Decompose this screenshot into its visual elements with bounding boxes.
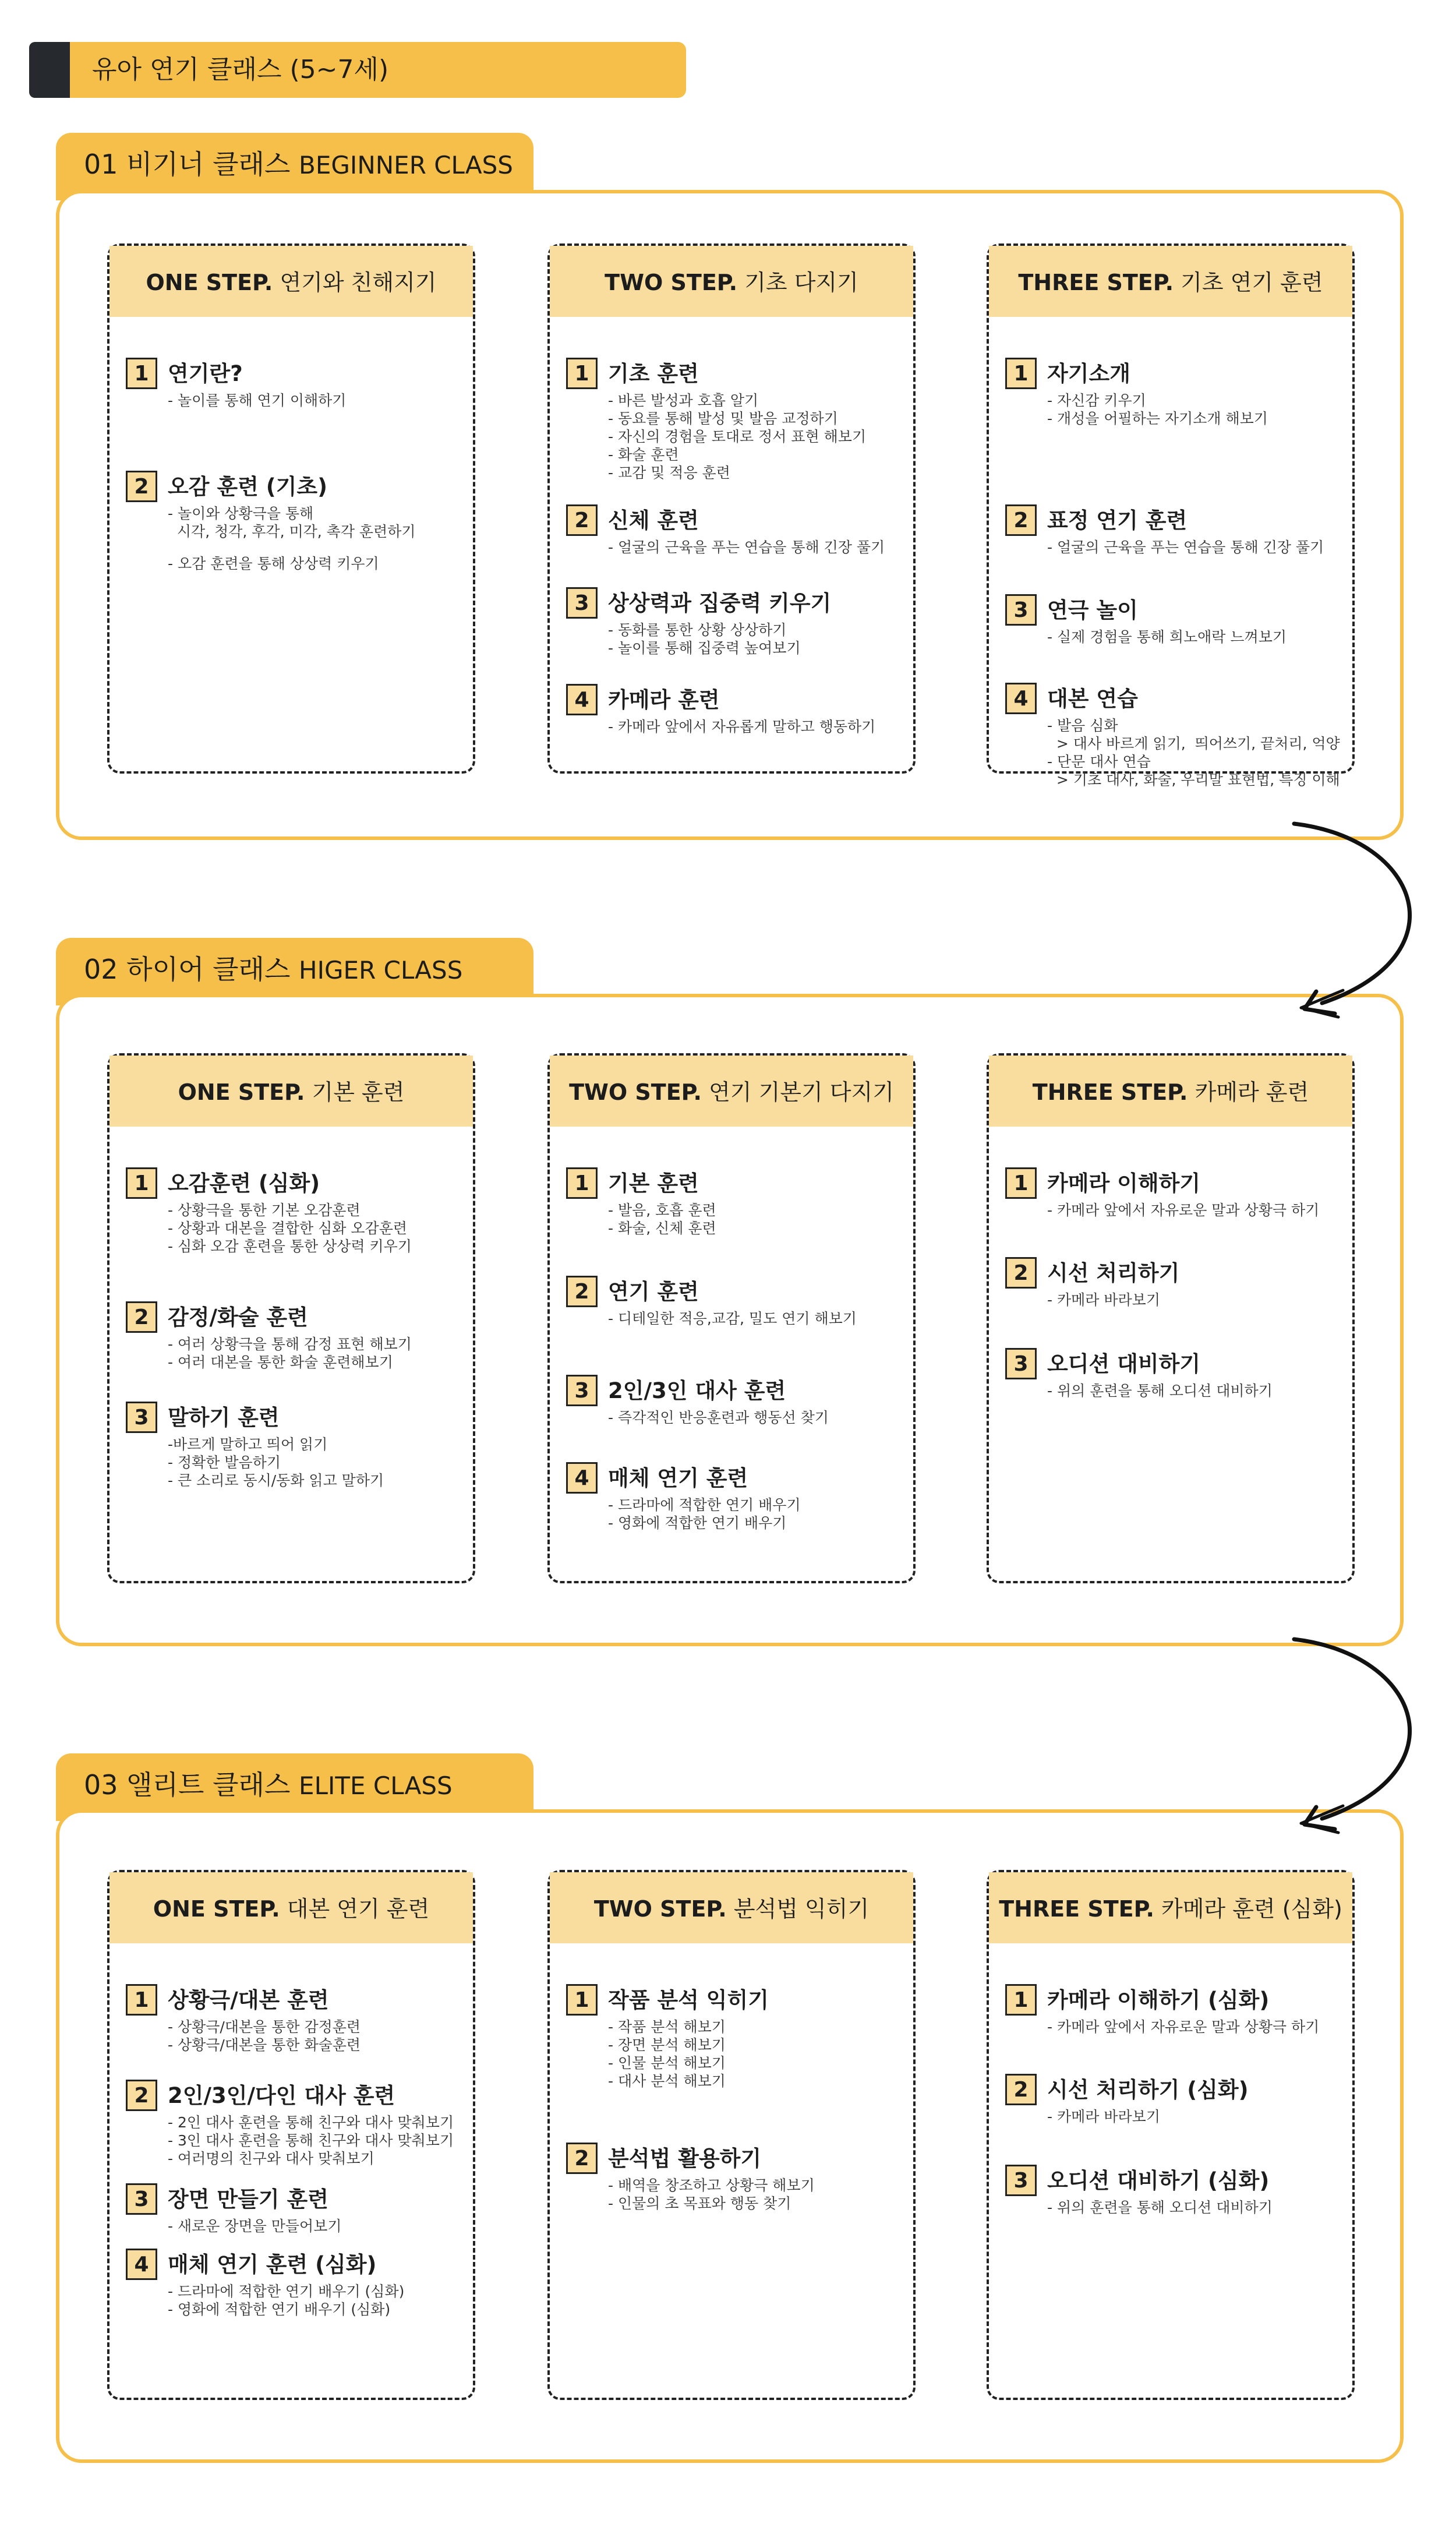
- item-title: 오감 훈련 (기초): [168, 474, 328, 499]
- detail-line: - 놀이와 상황극을 통해: [168, 505, 314, 522]
- item-number-badge: 4: [566, 684, 598, 715]
- step-label: TWO STEP.: [605, 270, 738, 295]
- detail-line: - 교감 및 적응 훈련: [608, 464, 730, 481]
- detail-line: - 인물의 초 목표와 행동 찾기: [608, 2195, 791, 2212]
- item-details: [168, 1335, 471, 1371]
- item-details: [608, 1496, 911, 1532]
- item-title: 표정 연기 훈련: [1047, 508, 1188, 533]
- connector-arrow-icon: [1270, 1631, 1456, 1841]
- detail-line: - 카메라 앞에서 자유로운 말과 상황극 하기: [1047, 2018, 1320, 2035]
- item-title: 오디션 대비하기: [1047, 1351, 1201, 1377]
- detail-line: - 화술 훈련: [608, 446, 679, 463]
- detail-line: > 대사 바르게 읽기, 띄어쓰기, 끝처리, 억양: [1047, 735, 1340, 752]
- detail-line: - 카메라 앞에서 자유롭게 말하고 행동하기: [608, 718, 876, 735]
- step-subtitle: 기초 연기 훈련: [1181, 270, 1323, 295]
- step-subtitle: 기본 훈련: [312, 1079, 405, 1105]
- step-header: [989, 1872, 1352, 1943]
- item-details: [1047, 1201, 1350, 1219]
- detail-line: - 동요를 통해 발성 및 발음 교정하기: [608, 410, 838, 427]
- step-card: [107, 243, 475, 774]
- step-label: THREE STEP.: [1032, 1079, 1188, 1105]
- detail-line: - 즉각적인 반응훈련과 행동선 찾기: [608, 1409, 829, 1426]
- detail-line: [168, 541, 471, 555]
- item-number-badge: 3: [566, 587, 598, 619]
- item-number-badge: 1: [1005, 1167, 1037, 1199]
- detail-line: - 여러명의 친구와 대사 맞춰보기: [168, 2150, 374, 2167]
- item-number-badge: 2: [566, 504, 598, 536]
- step-label: THREE STEP.: [1018, 270, 1174, 295]
- item-details: [1047, 717, 1350, 789]
- item-title: 대본 연습: [1047, 686, 1138, 711]
- item-details: [1047, 2108, 1350, 2126]
- item-details: [608, 1409, 911, 1427]
- step-subtitle: 연기 기본기 다지기: [709, 1079, 894, 1105]
- detail-line: - 드라마에 적합한 연기 배우기: [608, 1497, 801, 1513]
- step-subtitle: 분석법 익히기: [733, 1896, 870, 1922]
- step-label: TWO STEP.: [593, 1896, 727, 1922]
- item-details: [608, 1310, 911, 1328]
- step-header: [550, 1872, 913, 1943]
- item-details: [1047, 2018, 1350, 2036]
- item-number-badge: 1: [566, 358, 598, 389]
- detail-line: - 발음, 호흡 훈련: [608, 1202, 716, 1219]
- detail-line: - 카메라 바라보기: [1047, 1291, 1160, 1308]
- page-title: 유아 연기 클래스 (5~7세): [92, 55, 389, 84]
- header-accent-bar: [29, 42, 75, 98]
- detail-line: - 얼굴의 근육을 푸는 연습을 통해 긴장 풀기: [608, 539, 885, 556]
- item-title: 기초 훈련: [608, 361, 699, 386]
- class-title: 03 앨리트 클래스 ELITE CLASS: [84, 1769, 453, 1801]
- step-header: [109, 1056, 473, 1127]
- item-number-badge: 1: [566, 1167, 598, 1199]
- step-subtitle: 카메라 훈련 (심화): [1161, 1896, 1342, 1922]
- item-details: [608, 621, 911, 657]
- detail-line: - 3인 대사 훈련을 통해 친구와 대사 맞춰보기: [168, 2132, 454, 2149]
- item-number-badge: 1: [1005, 1984, 1037, 2016]
- detail-line: - 장면 분석 해보기: [608, 2037, 726, 2053]
- item-number-badge: 3: [1005, 594, 1037, 626]
- item-details: [608, 718, 911, 736]
- item-title: 자기소개: [1047, 361, 1130, 386]
- item-title: 카메라 이해하기 (심화): [1047, 1988, 1270, 2013]
- detail-line: - 드라마에 적합한 연기 배우기 (심화): [168, 2283, 405, 2300]
- step-label: ONE STEP.: [153, 1896, 280, 1922]
- item-number-badge: 2: [566, 2143, 598, 2174]
- item-details: [1047, 538, 1350, 556]
- item-details: [608, 538, 911, 556]
- item-details: [1047, 2198, 1350, 2217]
- detail-line: - 놀이를 통해 연기 이해하기: [168, 392, 347, 409]
- item-number-badge: 3: [1005, 2165, 1037, 2196]
- detail-line: - 오감 훈련을 통해 상상력 키우기: [168, 555, 379, 572]
- step-header: [109, 246, 473, 317]
- item-title: 시선 처리하기 (심화): [1047, 2077, 1249, 2102]
- detail-line: - 단문 대사 연습: [1047, 753, 1151, 770]
- class-title: 01 비기너 클래스 BEGINNER CLASS: [84, 149, 513, 180]
- detail-line: - 개성을 어필하는 자기소개 해보기: [1047, 410, 1268, 427]
- detail-line: - 자신감 키우기: [1047, 392, 1146, 409]
- item-number-badge: 2: [126, 471, 157, 502]
- item-details: [608, 1201, 911, 1237]
- detail-line: - 카메라 바라보기: [1047, 2108, 1160, 2125]
- step-card: [547, 243, 916, 774]
- item-number-badge: 1: [1005, 358, 1037, 389]
- item-title: 매체 연기 훈련: [608, 1466, 748, 1491]
- item-number-badge: 2: [1005, 2074, 1037, 2105]
- step-subtitle: 연기와 친해지기: [280, 270, 437, 295]
- item-title: 오디션 대비하기 (심화): [1047, 2168, 1270, 2193]
- detail-line: -바르게 말하고 띄어 읽기: [168, 1436, 328, 1453]
- item-number-badge: 4: [1005, 683, 1037, 714]
- item-title: 상상력과 집중력 키우기: [608, 591, 832, 616]
- detail-line: - 2인 대사 훈련을 통해 친구와 대사 맞춰보기: [168, 2114, 454, 2131]
- step-card: [987, 1053, 1355, 1583]
- item-title: 감정/화술 훈련: [168, 1305, 308, 1330]
- item-details: [168, 391, 471, 410]
- item-title: 장면 만들기 훈련: [168, 2187, 328, 2212]
- step-subtitle: 카메라 훈련: [1195, 1079, 1309, 1105]
- item-number-badge: 2: [126, 1301, 157, 1333]
- step-subtitle: 기초 다지기: [744, 270, 858, 295]
- item-number-badge: 1: [126, 1167, 157, 1199]
- step-card: [547, 1870, 916, 2400]
- detail-line: - 큰 소리로 동시/동화 읽고 말하기: [168, 1472, 384, 1489]
- step-label: ONE STEP.: [146, 270, 273, 295]
- item-title: 시선 처리하기: [1047, 1261, 1180, 1286]
- item-details: [1047, 391, 1350, 428]
- page-header: [29, 42, 686, 98]
- detail-line: > 기초 대사, 화술, 우리말 표현법, 특징 이해: [1047, 771, 1340, 788]
- item-title: 매체 연기 훈련 (심화): [168, 2252, 377, 2277]
- detail-line: - 실제 경험을 통해 희노애락 느껴보기: [1047, 629, 1287, 645]
- item-title: 카메라 훈련: [608, 687, 720, 712]
- step-card: [107, 1870, 475, 2400]
- item-title: 신체 훈련: [608, 508, 699, 533]
- detail-line: - 영화에 적합한 연기 배우기 (심화): [168, 2301, 391, 2318]
- item-number-badge: 2: [566, 1276, 598, 1307]
- item-details: [168, 2113, 471, 2168]
- detail-line: - 놀이를 통해 집중력 높여보기: [608, 640, 801, 657]
- item-details: [1047, 1382, 1350, 1400]
- detail-line: - 화술, 신체 훈련: [608, 1220, 716, 1237]
- detail-line: - 바른 발성과 호흡 알기: [608, 392, 759, 409]
- detail-line: - 영화에 적합한 연기 배우기: [608, 1515, 787, 1531]
- item-number-badge: 1: [566, 1984, 598, 2016]
- detail-line: - 얼굴의 근육을 푸는 연습을 통해 긴장 풀기: [1047, 539, 1324, 556]
- detail-line: - 상황극을 통한 기본 오감훈련: [168, 1202, 361, 1219]
- item-number-badge: 1: [126, 1984, 157, 2016]
- item-details: [168, 2282, 471, 2318]
- step-card: [987, 243, 1355, 788]
- item-title: 기본 훈련: [608, 1171, 699, 1196]
- detail-line: - 디테일한 적응,교감, 밀도 연기 해보기: [608, 1310, 857, 1327]
- step-header: [550, 246, 913, 317]
- detail-line: - 위의 훈련을 통해 오디션 대비하기: [1047, 2199, 1273, 2216]
- detail-line: - 여러 상황극을 통해 감정 표현 해보기: [168, 1336, 412, 1353]
- detail-line: - 위의 훈련을 통해 오디션 대비하기: [1047, 1382, 1273, 1399]
- detail-line: - 자신의 경험을 토대로 정서 표현 해보기: [608, 428, 867, 445]
- step-label: TWO STEP.: [569, 1079, 702, 1105]
- class-title: 02 하이어 클래스 HIGER CLASS: [84, 954, 463, 985]
- detail-line: - 발음 심화: [1047, 717, 1118, 734]
- step-label: THREE STEP.: [999, 1896, 1154, 1922]
- detail-line: - 심화 오감 훈련을 통한 상상력 키우기: [168, 1238, 412, 1255]
- detail-line: - 배역을 창조하고 상황극 해보기: [608, 2177, 815, 2194]
- item-title: 연기 훈련: [608, 1279, 699, 1304]
- item-details: [608, 391, 911, 482]
- item-title: 오감훈련 (심화): [168, 1171, 320, 1196]
- item-number-badge: 3: [126, 1402, 157, 1433]
- item-title: 2인/3인 대사 훈련: [608, 1378, 786, 1403]
- item-details: [168, 1435, 471, 1490]
- detail-line: - 카메라 앞에서 자유로운 말과 상황극 하기: [1047, 1202, 1320, 1219]
- item-title: 상황극/대본 훈련: [168, 1988, 329, 2013]
- item-number-badge: 4: [126, 2249, 157, 2280]
- detail-line: - 대사 분석 해보기: [608, 2073, 726, 2090]
- step-card: [107, 1053, 475, 1583]
- step-label: ONE STEP.: [178, 1079, 305, 1105]
- step-subtitle: 대본 연기 훈련: [287, 1896, 430, 1922]
- item-number-badge: 1: [126, 358, 157, 389]
- item-number-badge: 2: [1005, 504, 1037, 536]
- step-card: [547, 1053, 916, 1583]
- step-header: [989, 246, 1352, 317]
- item-details: [1047, 628, 1350, 646]
- item-number-badge: 2: [1005, 1257, 1037, 1289]
- detail-line: - 새로운 장면을 만들어보기: [168, 2218, 342, 2235]
- item-details: [168, 504, 471, 573]
- item-title: 작품 분석 익히기: [608, 1988, 769, 2013]
- detail-line: 시각, 청각, 후각, 미각, 촉각 훈련하기: [168, 523, 416, 540]
- step-card: [987, 1870, 1355, 2400]
- item-number-badge: 3: [126, 2183, 157, 2215]
- item-title: 2인/3인/다인 대사 훈련: [168, 2083, 395, 2108]
- item-title: 분석법 활용하기: [608, 2146, 762, 2171]
- connector-arrow-icon: [1270, 816, 1456, 1025]
- item-details: [1047, 1291, 1350, 1309]
- item-number-badge: 2: [126, 2080, 157, 2111]
- item-number-badge: 4: [566, 1462, 598, 1494]
- step-header: [109, 1872, 473, 1943]
- step-header: [550, 1056, 913, 1127]
- detail-line: - 상황극/대본을 통한 화술훈련: [168, 2037, 361, 2053]
- item-details: [608, 2176, 911, 2212]
- detail-line: - 여러 대본을 통한 화술 훈련해보기: [168, 1354, 393, 1371]
- item-details: [168, 2217, 471, 2235]
- detail-line: - 정확한 발음하기: [168, 1454, 281, 1471]
- item-title: 말하기 훈련: [168, 1405, 280, 1430]
- detail-line: - 상황극/대본을 통한 감정훈련: [168, 2018, 361, 2035]
- item-title: 연극 놀이: [1047, 598, 1138, 623]
- item-title: 연기란?: [168, 361, 243, 386]
- step-header: [989, 1056, 1352, 1127]
- detail-line: - 상황과 대본을 결합한 심화 오감훈련: [168, 1220, 408, 1237]
- item-details: [608, 2018, 911, 2090]
- detail-line: - 작품 분석 해보기: [608, 2018, 726, 2035]
- item-details: [168, 1201, 471, 1255]
- item-details: [168, 2018, 471, 2054]
- item-number-badge: 3: [1005, 1348, 1037, 1379]
- detail-line: - 동화를 통한 상황 상상하기: [608, 622, 787, 638]
- item-number-badge: 3: [566, 1375, 598, 1406]
- item-title: 카메라 이해하기: [1047, 1171, 1201, 1196]
- detail-line: - 인물 분석 해보기: [608, 2055, 726, 2071]
